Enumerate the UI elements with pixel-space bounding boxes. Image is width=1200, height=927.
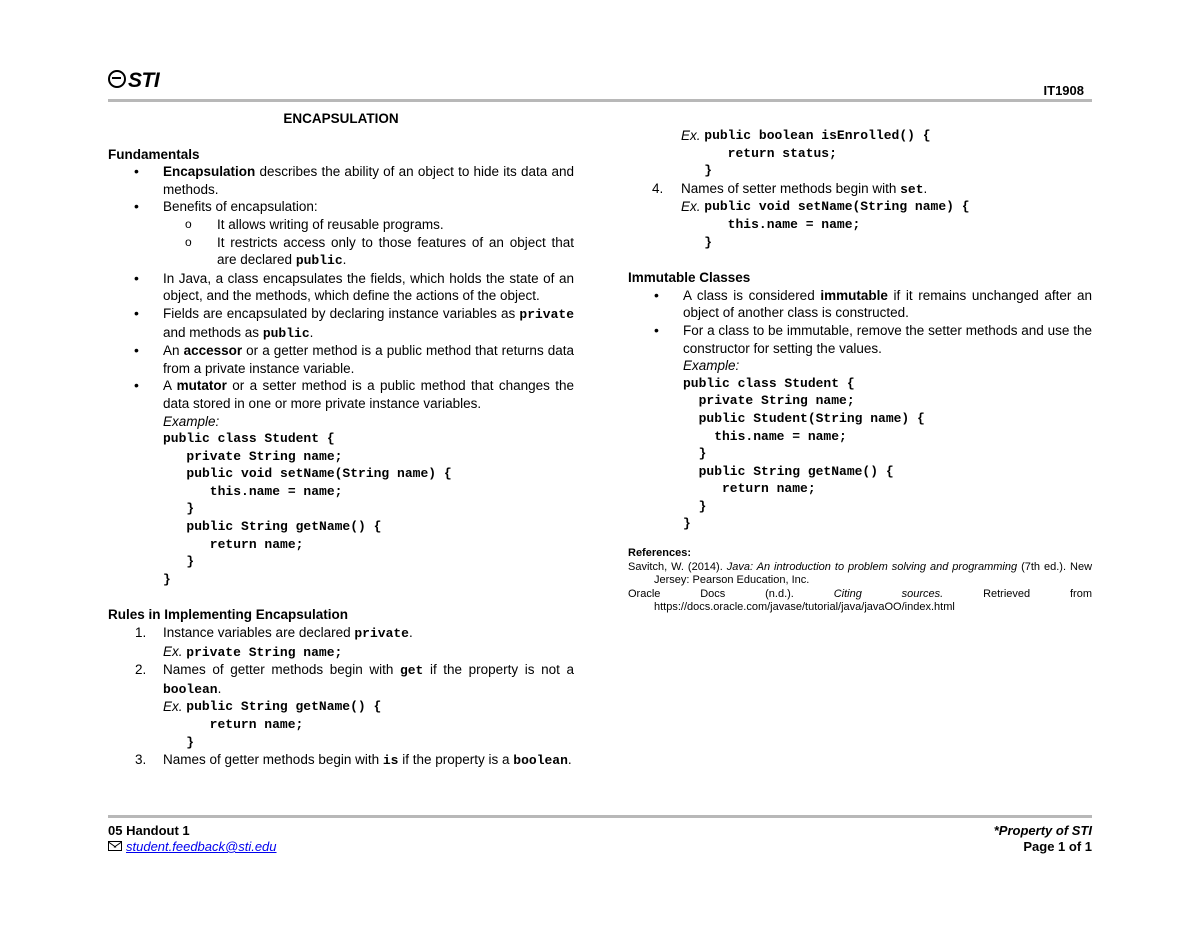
list-item: • An accessor or a getter method is a public method that returns data from a private instance variable.: [108, 342, 574, 377]
example-line: Ex. public String getName() { return name; }: [163, 699, 382, 750]
right-column: [628, 127, 1092, 615]
benefits-sublist: [162, 216, 574, 270]
feedback-email-link[interactable]: student.feedback@sti.edu: [126, 839, 277, 854]
sti-globe-icon: [108, 70, 126, 88]
list-item: • In Java, a class encapsulates the fields, which holds the state of an object, and the methods, which define the actions of the object.: [108, 270, 574, 305]
reference-item: Oracle Docs (n.d.). Citing sources. Retrieved from: [628, 587, 1092, 600]
code-example: public void setName(String name) { this.name = name; }: [704, 199, 970, 250]
handout-label: 05 Handout 1: [108, 823, 190, 838]
list-item: • A class is considered immutable if it remains unchanged after an object of another class is constructed.: [628, 287, 1092, 322]
rules-list-continued: [628, 180, 1092, 251]
fundamentals-heading: Fundamentals: [108, 146, 200, 162]
list-item: • Benefits of encapsulation: o It allows writing of reusable programs. o It restricts access only to those features of an object that are declared public.: [108, 198, 574, 269]
example-label: Example:: [683, 358, 740, 374]
references: [628, 547, 1092, 615]
email-line: [108, 839, 277, 855]
footer-left: [108, 823, 277, 855]
sti-logo: STI: [108, 70, 159, 90]
reference-item: Savitch, W. (2014). Java: An introduction to problem solving and programming (7th ed.). New Jersey: Pearson Education, Inc.: [628, 560, 1093, 587]
list-item: • A mutator or a setter method is a public method that changes the data stored in one or more private instance variables. Example: public class Student { private String name; public void setName(String name) { this.name = name; } public String getName() { return name; } }: [108, 377, 574, 588]
immutable-list: [628, 287, 1092, 533]
property-label: *Property of STI: [993, 823, 1092, 838]
sub-list-item: o It allows writing of reusable programs.: [162, 216, 574, 234]
list-item: 3. Names of getter methods begin with is if the property is a boolean.: [135, 752, 572, 769]
example-line: Ex. private String name;: [163, 643, 343, 660]
list-item: 4. Names of setter methods begin with set. Ex. public void setName(String name) { this.name = name; }: [628, 180, 1092, 251]
document-code: IT1908: [1043, 83, 1084, 98]
list-item: 2. Names of getter methods begin with get if the property is not a boolean. Ex. public String getName() { return name; }: [135, 662, 574, 750]
example-line: Ex. public boolean isEnrolled() { return status; }: [681, 128, 931, 179]
page-number: Page 1 of 1: [1023, 839, 1092, 854]
list-item: • Fields are encapsulated by declaring instance variables as private and methods as public.: [108, 305, 574, 342]
footer-divider: [108, 815, 1092, 818]
code-example: public class Student { private String name; public void setName(String name) { this.name = name; } public String getName() { return name; } }: [163, 431, 452, 587]
code-example: public class Student { private String name; public Student(String name) { this.name = name; } public String getName() { return name; } }: [683, 375, 925, 532]
code-example: public String getName() { return name; }: [186, 699, 382, 750]
code-example: public boolean isEnrolled() { return status; }: [704, 128, 931, 179]
example-line: Ex. public void setName(String name) { this.name = name; }: [681, 199, 970, 250]
example-label: Example:: [163, 413, 220, 429]
header-divider: [108, 99, 1092, 102]
references-heading: References:: [628, 547, 691, 560]
list-item: 1. Instance variables are declared private. Ex. private String name;: [108, 624, 574, 661]
envelope-icon: [108, 841, 122, 851]
list-item: • Encapsulation describes the ability of an object to hide its data and methods.: [108, 163, 574, 198]
footer-right: [994, 823, 1092, 855]
rules-heading: Rules in Implementing Encapsulation: [108, 607, 349, 623]
fundamentals-list: [108, 163, 574, 588]
list-item: • For a class to be immutable, remove the setter methods and use the constructor for setting the values. Example: public class Student { private String name; public Student(String name) { this.name = name; } public String getName() { return name; } }: [628, 322, 1092, 533]
immutable-heading: Immutable Classes: [628, 270, 751, 286]
sub-list-item: o It restricts access only to those features of an object that are declared public.: [162, 234, 574, 270]
reference-url: https://docs.oracle.com/javase/tutorial/java/javaOO/index.html: [654, 601, 955, 614]
left-column: [108, 110, 574, 770]
page-title: ENCAPSULATION: [283, 111, 399, 126]
rules-list: [108, 624, 574, 770]
